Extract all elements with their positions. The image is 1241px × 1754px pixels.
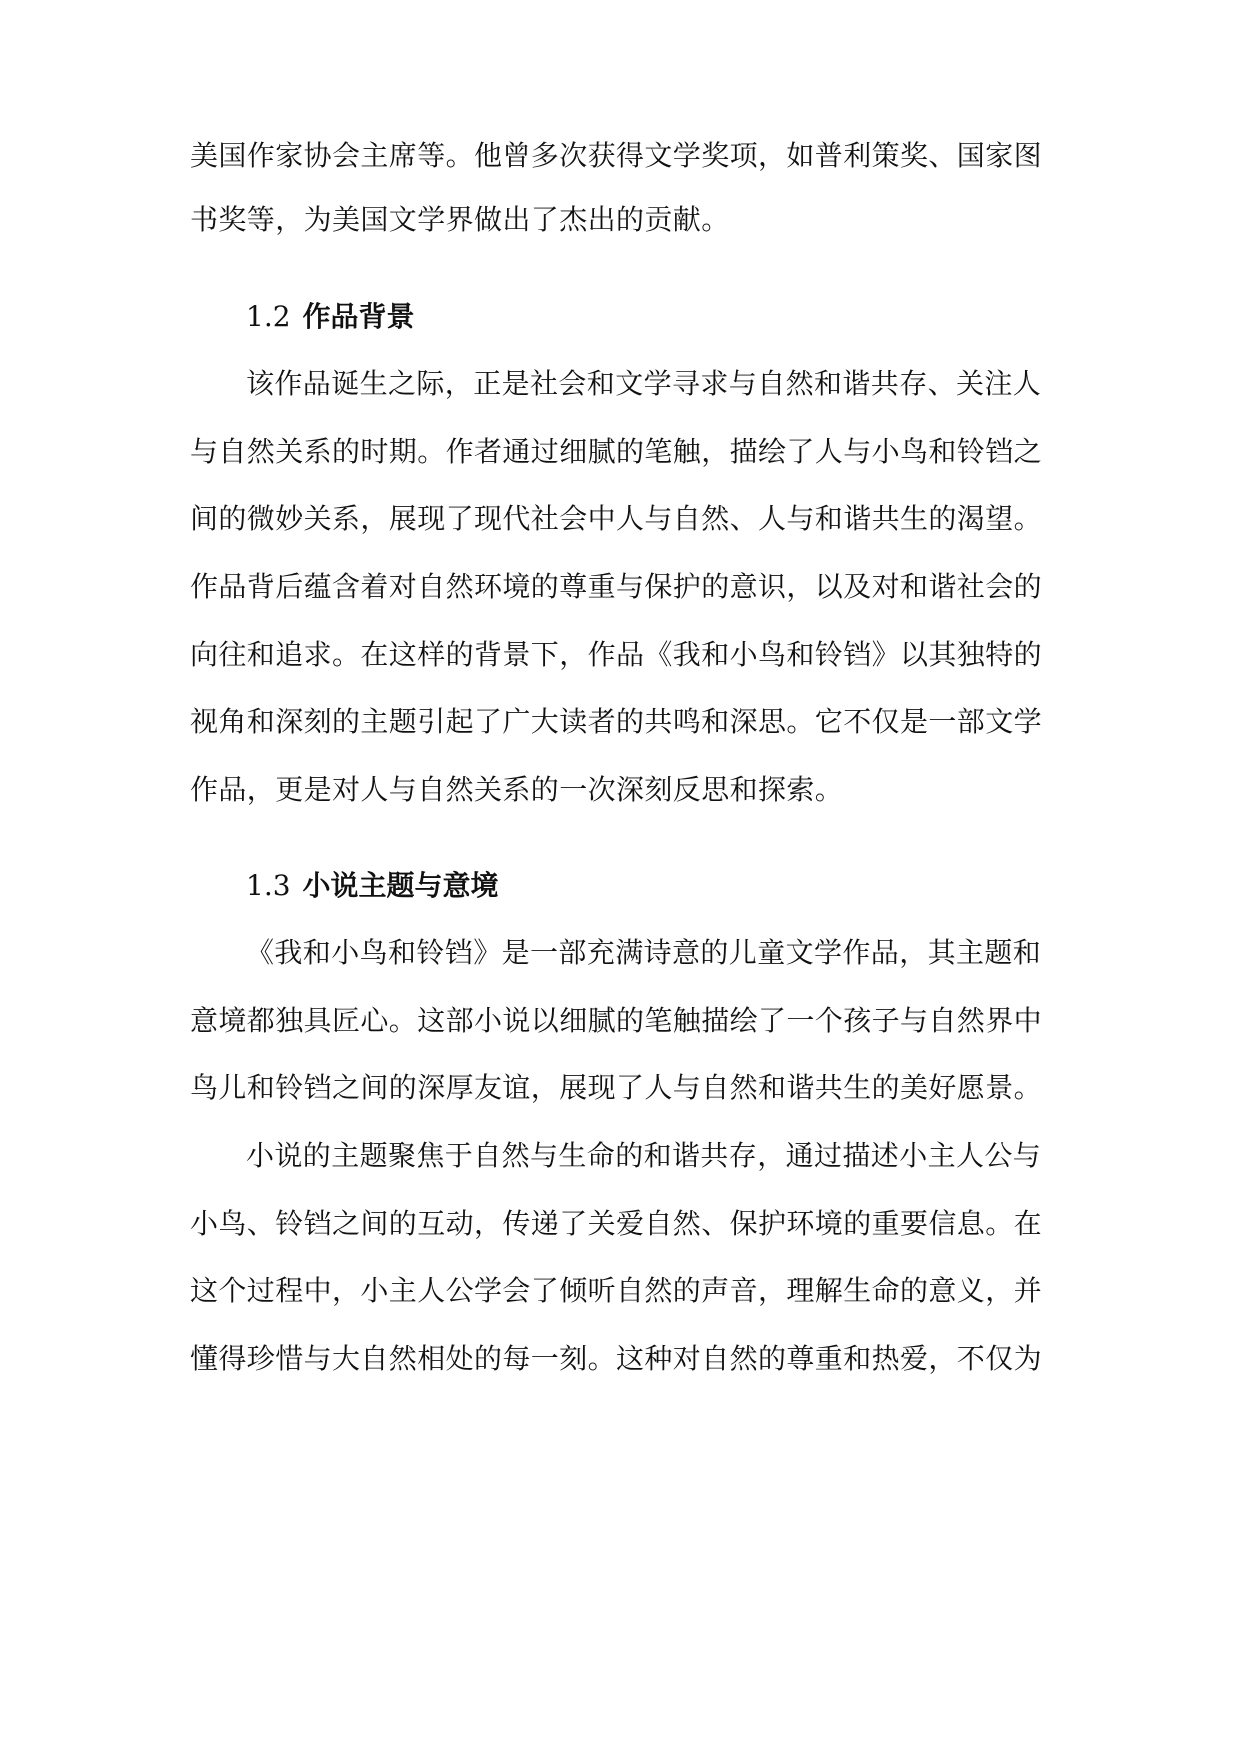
- paragraph-line: 鸟儿和铃铛之间的深厚友谊，展现了人与自然和谐共生的美好愿景。: [190, 1071, 1043, 1104]
- paragraph-line: 作品，更是对人与自然关系的一次深刻反思和探索。: [190, 773, 844, 806]
- paragraph-line: 这个过程中，小主人公学会了倾听自然的声音，理解生命的意义，并: [190, 1274, 1043, 1307]
- intro-line-1: 美国作家协会主席等。他曾多次获得文学奖项，如普利策奖、国家图: [190, 139, 1043, 172]
- section-title: 作品背景: [302, 300, 415, 333]
- paragraph-line: 懂得珍惜与大自然相处的每一刻。这种对自然的尊重和热爱，不仅为: [190, 1342, 1043, 1375]
- intro-line-2: 书奖等，为美国文学界做出了杰出的贡献。: [190, 203, 730, 236]
- paragraph-line: 《我和小鸟和铃铛》是一部充满诗意的儿童文学作品，其主题和: [246, 936, 1042, 969]
- paragraph-line: 意境都独具匠心。这部小说以细腻的笔触描绘了一个孩子与自然界中: [190, 1004, 1043, 1037]
- paragraph-line: 作品背后蕴含着对自然环境的尊重与保护的意识，以及对和谐社会的: [190, 570, 1043, 603]
- section-title: 小说主题与意境: [302, 869, 499, 902]
- paragraph-line: 小鸟、铃铛之间的互动，传递了关爱自然、保护环境的重要信息。在: [190, 1207, 1043, 1240]
- section-number: 1.2: [246, 300, 291, 333]
- paragraph-line: 视角和深刻的主题引起了广大读者的共鸣和深思。它不仅是一部文学: [190, 705, 1043, 738]
- section-heading-1-3: [246, 866, 499, 906]
- section-number: 1.3: [246, 869, 291, 902]
- section-heading-1-2: [246, 297, 415, 337]
- paragraph-line: 该作品诞生之际，正是社会和文学寻求与自然和谐共存、关注人: [246, 367, 1042, 400]
- paragraph-line: 间的微妙关系，展现了现代社会中人与自然、人与和谐共生的渴望。: [190, 502, 1043, 535]
- paragraph-line: 向往和追求。在这样的背景下，作品《我和小鸟和铃铛》以其独特的: [190, 638, 1043, 671]
- paragraph-line: 与自然关系的时期。作者通过细腻的笔触，描绘了人与小鸟和铃铛之: [190, 435, 1043, 468]
- paragraph-line: 小说的主题聚焦于自然与生命的和谐共存，通过描述小主人公与: [246, 1139, 1042, 1172]
